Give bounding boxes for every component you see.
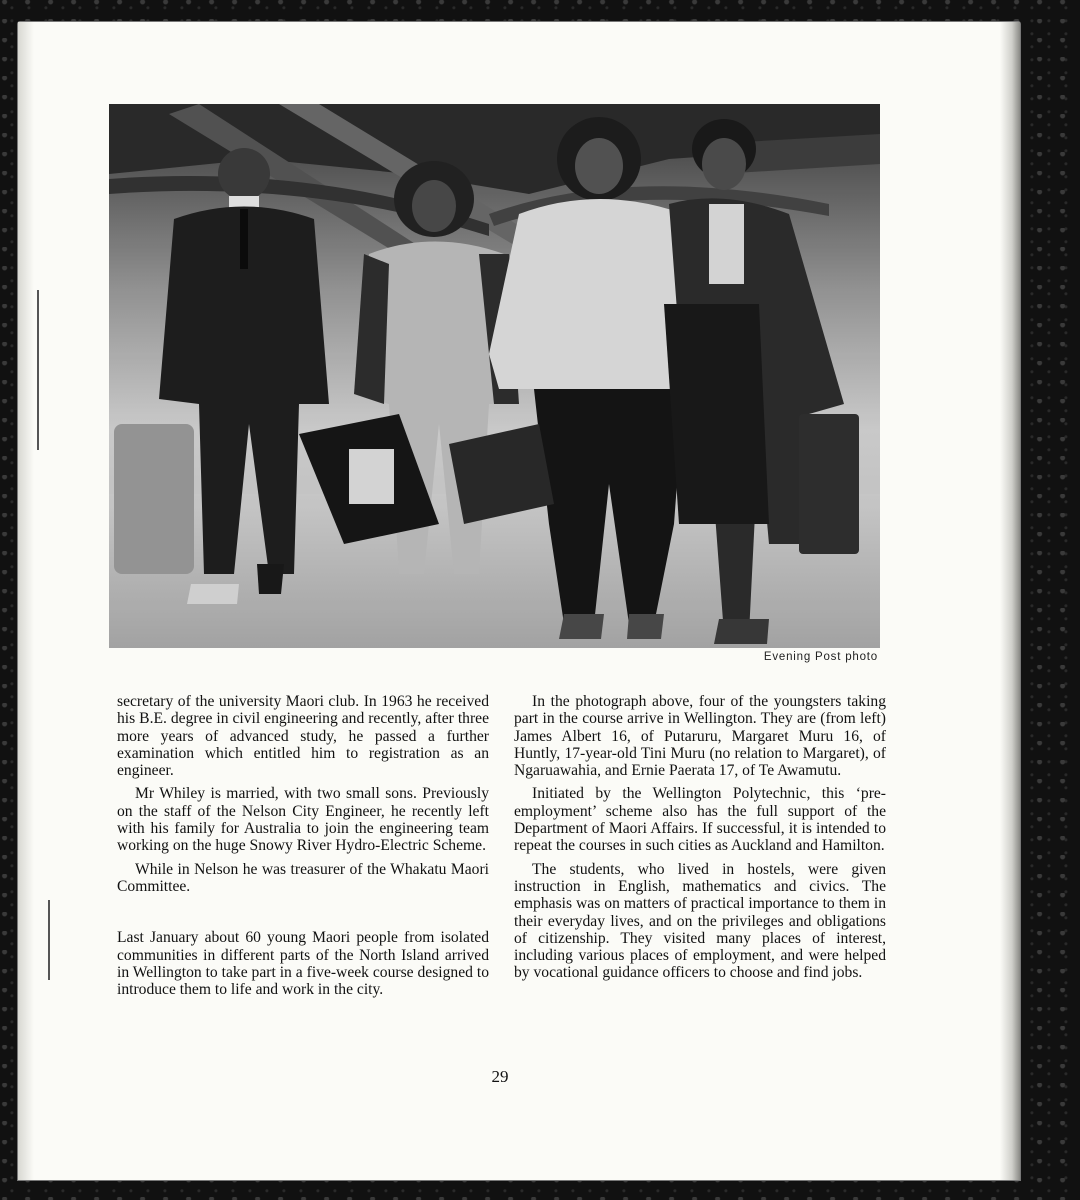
margin-mark — [37, 290, 39, 450]
group-photo — [109, 104, 880, 648]
right-text-column — [514, 693, 886, 982]
paragraph: Initiated by the Wellington Polytechnic, this ‘pre-employment’ scheme also has the full support of the Department of Maori Affairs. If successful, it is intended to repeat the courses in such cities as Auckland and Hamilton. — [514, 785, 886, 855]
margin-mark — [48, 900, 50, 980]
paragraph: While in Nelson he was treasurer of the Whakatu Maori Committee. — [117, 860, 489, 895]
paragraph: The students, who lived in hostels, were given instruction in English, mathematics and civics. The emphasis was on matters of practical importance to them in their everyday lives, and on the privileges and obligations of citizenship. They visited many places of interest, including various places of employment, and were helped by vocational guidance officers to choose and find jobs. — [514, 860, 886, 982]
left-text-column — [117, 693, 489, 998]
page-binding-shadow — [18, 22, 34, 1180]
paragraph: secretary of the university Maori club. In 1963 he received his B.E. degree in civil engineering and recently, after three more years of advanced study, he passed a further examination which entitled him to registration as an engineer. — [117, 693, 489, 780]
paragraph: Mr Whiley is married, with two small sons. Previously on the staff of the Nelson City Engineer, he recently left with his family for Australia to join the engineering team working on the huge Snowy River Hydro-Electric Scheme. — [117, 785, 489, 855]
paragraph: Last January about 60 young Maori people from isolated communities in different parts of the North Island arrived in Wellington to take part in a five-week course designed to introduce them to life and work in the city. — [117, 929, 489, 999]
page-number: 29 — [491, 1067, 509, 1086]
photo-illustration — [109, 104, 880, 648]
paragraph: In the photograph above, four of the youngsters taking part in the course arrive in Wellington. They are (from left) James Albert 16, of Putaruru, Margaret Muru 16, of Huntly, 17-year-old Tini Muru (no relation to Margaret), of Ngaruawahia, and Ernie Paerata 17, of Te Awamutu. — [514, 693, 886, 780]
photo-credit: Evening Post photo — [763, 651, 878, 663]
page-edge-curl — [1000, 22, 1020, 1180]
